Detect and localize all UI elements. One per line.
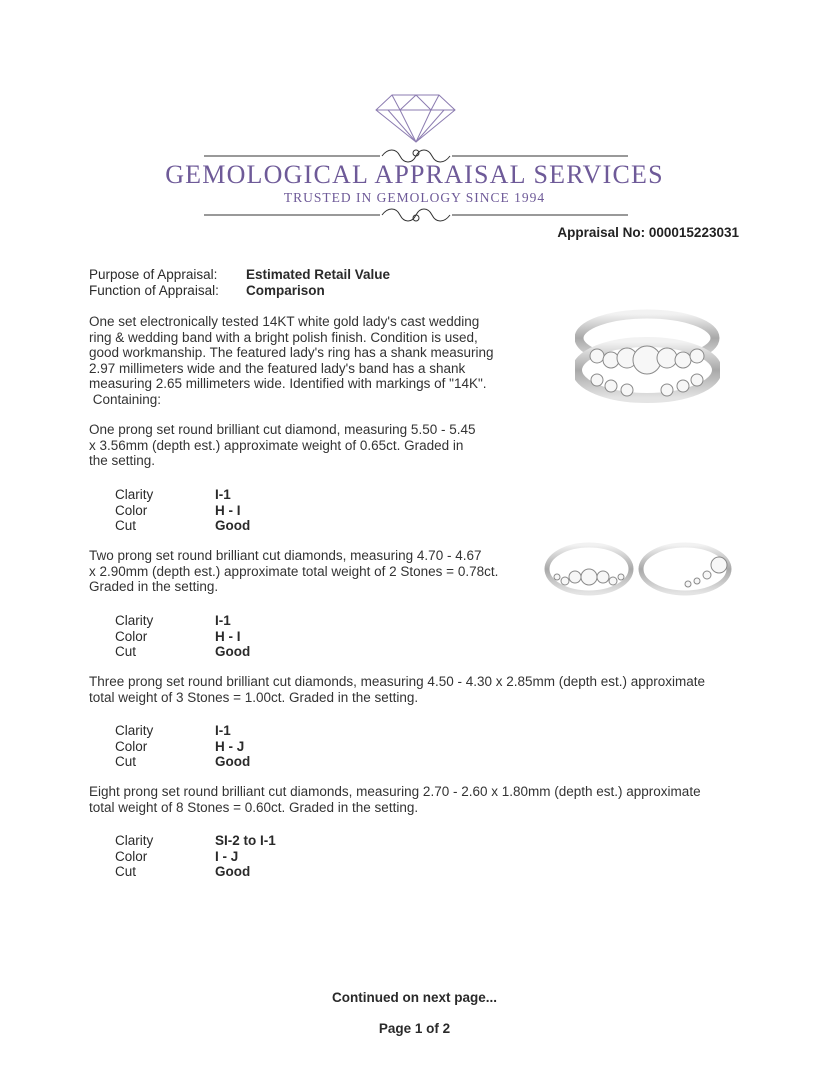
stone-grading (115, 487, 250, 534)
stone-line: the setting. (89, 453, 156, 468)
company-name: GEMOLOGICAL APPRAISAL SERVICES (165, 160, 664, 189)
clarity-label: Clarity (115, 487, 154, 502)
diamond-icon (376, 95, 455, 142)
page-number: Page 1 of 2 (378, 1021, 451, 1036)
purpose-value: Estimated Retail Value (246, 267, 391, 282)
cut-value: Good (215, 518, 251, 533)
clarity-value: I-1 (215, 613, 231, 628)
cut-label: Cut (115, 864, 137, 879)
stone-description (89, 548, 498, 595)
description-line: measuring 2.65 millimeters wide. Identified with markings of "14K". (89, 376, 487, 391)
stone-line: total weight of 3 Stones = 1.00ct. Graded in the setting. (89, 689, 419, 705)
color-label: Color (115, 628, 148, 644)
stone-description (89, 784, 701, 815)
ring-set-photo (575, 308, 720, 408)
color-label: Color (115, 738, 148, 754)
clarity-value: I-1 (215, 723, 231, 738)
description-line: One set electronically tested 14KT white gold lady's cast wedding (89, 314, 480, 329)
color-value: I - J (215, 848, 239, 864)
cut-value: Good (215, 864, 251, 879)
description-line: good workmanship. The featured lady's ring has a shank measuring (89, 345, 494, 360)
function-value: Comparison (246, 283, 325, 298)
bottom-flourish (204, 209, 628, 221)
color-label: Color (115, 848, 148, 864)
continued-note: Continued on next page... (332, 990, 497, 1005)
item-description (89, 314, 494, 407)
color-value: H - I (215, 628, 241, 644)
stone-line: Two prong set round brilliant cut diamonds, measuring 4.70 - 4.67 (89, 548, 482, 563)
company-tagline: TRUSTED IN GEMOLOGY SINCE 1994 (283, 190, 546, 205)
description-line: 2.97 millimeters wide and the featured lady's band has a shank (89, 360, 466, 376)
clarity-label: Clarity (115, 613, 154, 628)
purpose-label: Purpose of Appraisal: (89, 267, 218, 282)
cut-label: Cut (115, 754, 137, 769)
cut-label: Cut (115, 644, 137, 659)
cut-value: Good (215, 754, 251, 769)
function-label: Function of Appraisal: (89, 283, 219, 298)
color-value: H - I (215, 502, 241, 518)
stone-description (89, 422, 475, 469)
clarity-label: Clarity (115, 833, 154, 848)
stone-line: x 2.90mm (depth est.) approximate total weight of 2 Stones = 0.78ct. (89, 563, 499, 579)
purpose-row (89, 267, 390, 282)
stone-line: Eight prong set round brilliant cut diamonds, measuring 2.70 - 2.60 x 1.80mm (depth est.) approximate (89, 784, 701, 799)
color-value: H - J (215, 738, 245, 754)
stone-line: Graded in the setting. (89, 579, 219, 594)
ring-pair-photo (543, 537, 743, 599)
clarity-label: Clarity (115, 723, 154, 738)
stone-line: total weight of 8 Stones = 0.60ct. Graded in the setting. (89, 799, 419, 815)
cut-value: Good (215, 644, 251, 659)
color-label: Color (115, 502, 148, 518)
stone-grading (115, 723, 250, 770)
clarity-value: SI-2 to I-1 (215, 833, 276, 848)
stone-line: x 3.56mm (depth est.) approximate weight of 0.65ct. Graded in (89, 437, 464, 453)
clarity-value: I-1 (215, 487, 231, 502)
stone-description (89, 674, 705, 705)
cut-label: Cut (115, 518, 137, 533)
stone-grading (115, 833, 276, 880)
stone-line: One prong set round brilliant cut diamond, measuring 5.50 - 5.45 (89, 422, 476, 437)
function-row (89, 283, 325, 298)
stone-line: Three prong set round brilliant cut diamonds, measuring 4.50 - 4.30 x 2.85mm (depth est.) approximate (89, 674, 706, 689)
appraisal-number: Appraisal No: 000015223031 (557, 225, 739, 240)
description-line: ring & wedding band with a bright polish finish. Condition is used, (89, 329, 478, 345)
stone-grading (115, 613, 250, 660)
description-line: Containing: (89, 391, 162, 407)
